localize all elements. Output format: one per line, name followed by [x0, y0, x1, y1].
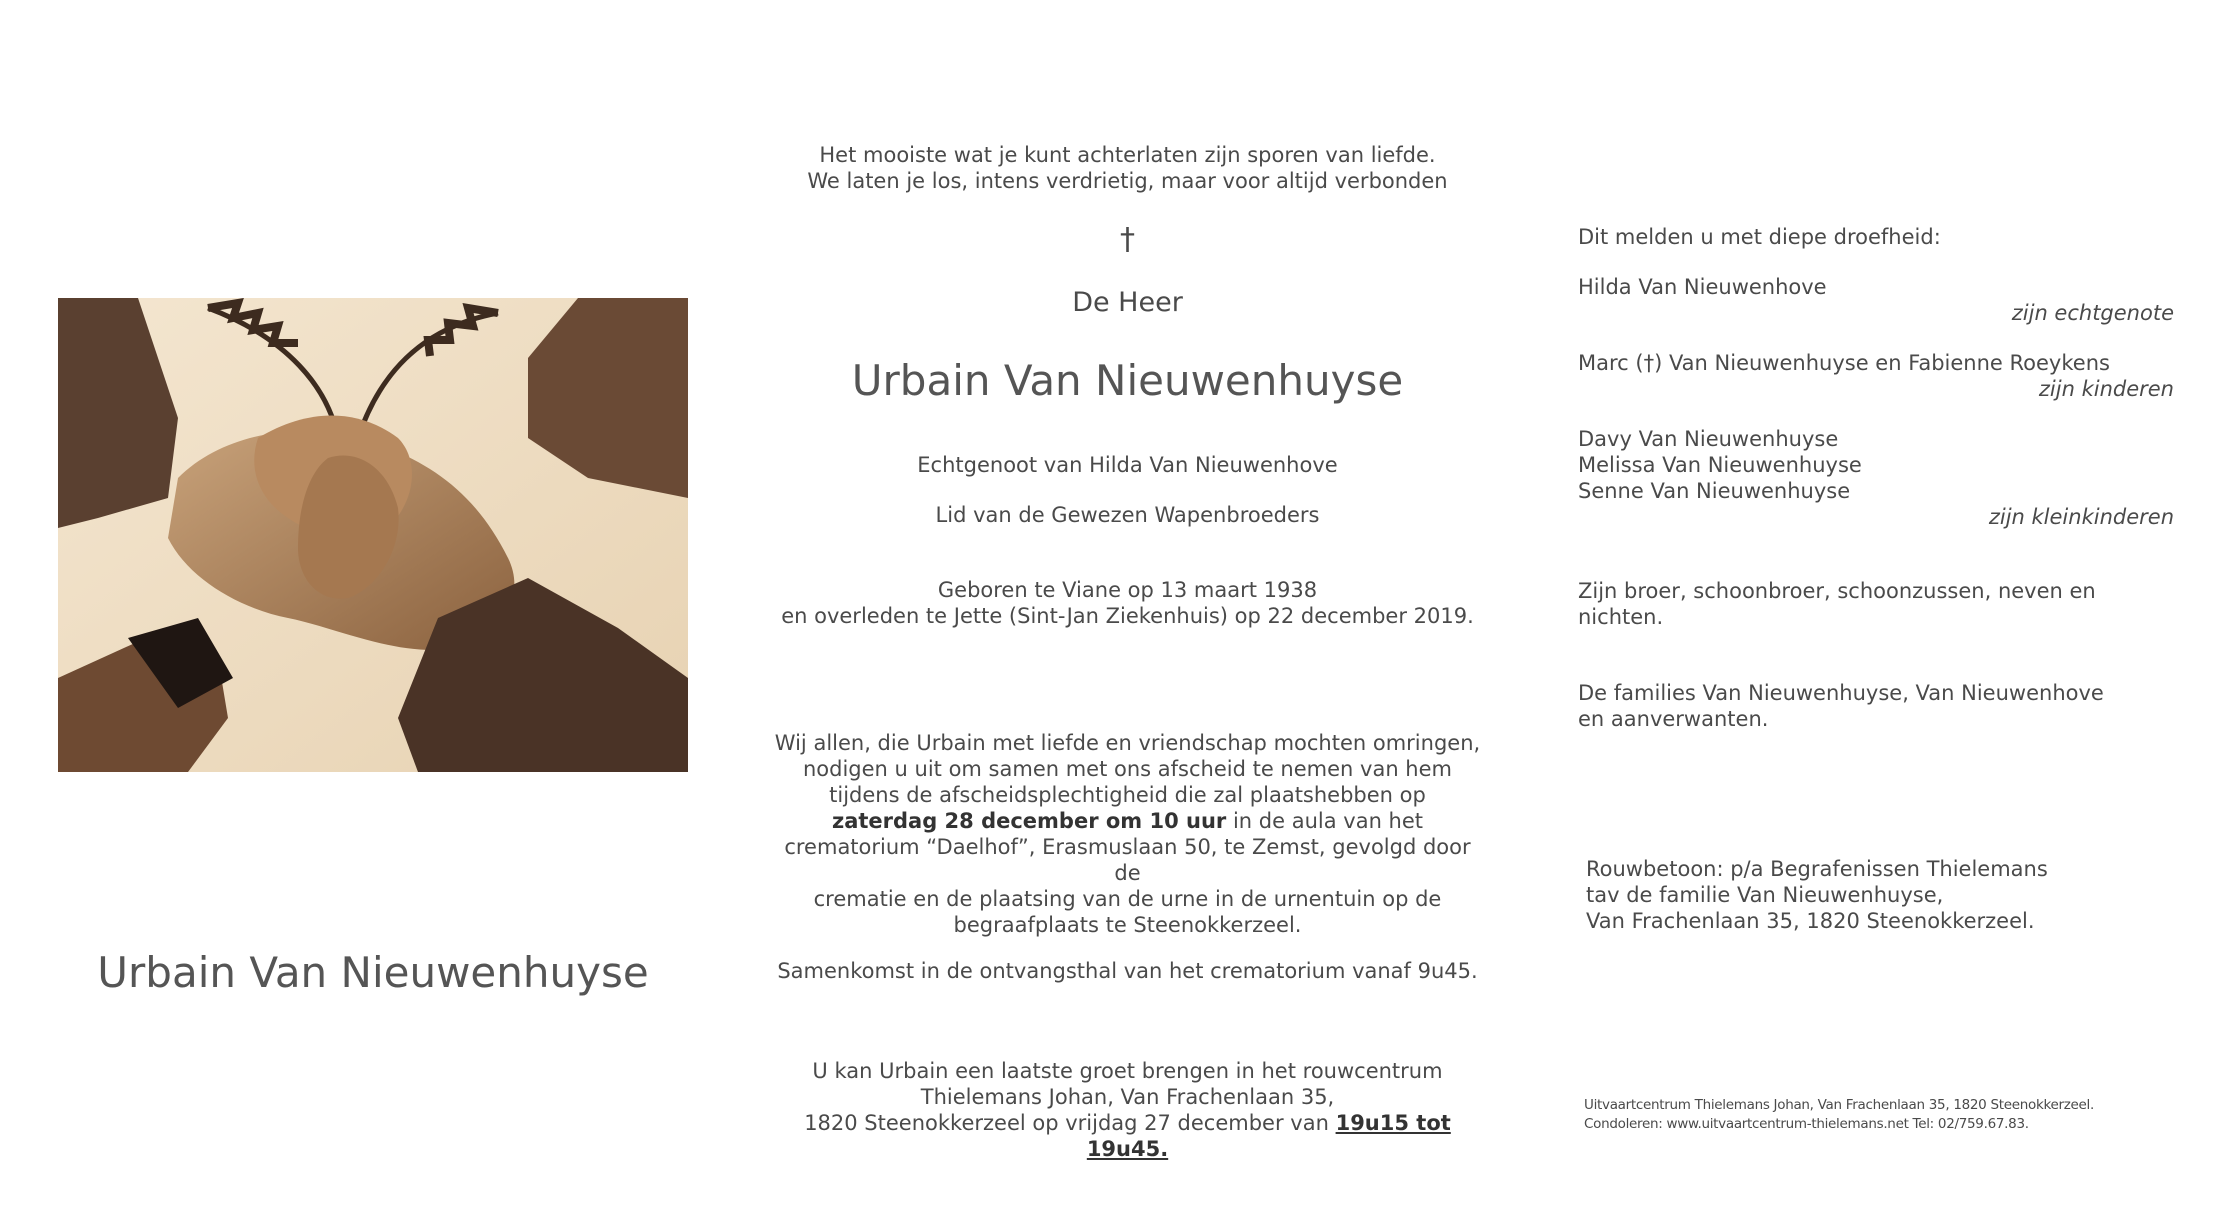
deceased-name-side: Urbain Van Nieuwenhuyse	[97, 948, 649, 997]
deceased-name: Urbain Van Nieuwenhuyse	[851, 356, 1404, 405]
address-line: Rouwbetoon: p/a Begrafenissen Thielemans	[1586, 857, 2048, 881]
meeting-info: Samenkomst in de ontvangsthal van het crematorium vanaf 9u45.	[777, 959, 1478, 983]
invite-line: tijdens de afscheidsplechtigheid die zal plaatshebben op	[829, 783, 1426, 807]
footer-line: Condoleren: www.uitvaartcentrum-thielemans.net Tel: 02/759.67.83.	[1584, 1116, 2029, 1132]
families-line: De families Van Nieuwenhuyse, Van Nieuwenhove	[1578, 681, 2104, 705]
birth-line: Geboren te Viane op 13 maart 1938	[937, 578, 1318, 602]
spouse-role: zijn echtgenote	[2011, 301, 2174, 325]
visit-line	[770, 1110, 1485, 1162]
address-line: tav de familie Van Nieuwenhuyse,	[1586, 883, 1944, 907]
hands-image	[58, 298, 688, 772]
grandchildren-role: zijn kleinkinderen	[1988, 505, 2174, 529]
quote-line-1: Het mooiste wat je kunt achterlaten zijn sporen van liefde.	[819, 143, 1436, 167]
invite-line: nodigen u uit om samen met ons afscheid te nemen van hem	[802, 757, 1452, 781]
death-line: en overleden te Jette (Sint-Jan Ziekenhuis) op 22 december 2019.	[781, 604, 1474, 628]
cross-symbol: †	[1120, 222, 1135, 257]
footer-line: Uitvaartcentrum Thielemans Johan, Van Frachenlaan 35, 1820 Steenokkerzeel.	[1584, 1097, 2095, 1113]
grandchild-name: Melissa Van Nieuwenhuyse	[1578, 453, 1862, 477]
families-block	[1578, 680, 2174, 732]
grandchildren-block	[1578, 426, 2174, 530]
children-role: zijn kinderen	[2038, 377, 2174, 401]
membership-line: Lid van de Gewezen Wapenbroeders	[935, 503, 1320, 527]
announcement-intro: Dit melden u met diepe droefheid:	[1578, 225, 1941, 249]
birth-death-info	[770, 577, 1485, 629]
visitation-info	[770, 1058, 1485, 1162]
invite-line: crematorium “Daelhof”, Erasmuslaan 50, te Zemst, gevolgd door de	[784, 835, 1471, 885]
ceremony-invitation	[770, 730, 1485, 938]
invite-line-rest: in de aula van het	[1226, 809, 1424, 833]
quote	[770, 142, 1485, 194]
children-block	[1578, 350, 2174, 402]
grandchild-name: Senne Van Nieuwenhuyse	[1578, 479, 1851, 503]
invite-line: Wij allen, die Urbain met liefde en vriendschap mochten omringen,	[774, 731, 1481, 755]
visit-line-start: 1820 Steenokkerzeel op vrijdag 27 december van	[804, 1111, 1336, 1135]
funeral-home-footer	[1584, 1096, 2184, 1134]
mourning-address	[1586, 856, 2146, 934]
address-line: Van Frachenlaan 35, 1820 Steenokkerzeel.	[1586, 909, 2035, 933]
spouse-name: Hilda Van Nieuwenhove	[1578, 275, 1827, 299]
visit-line: Thielemans Johan, Van Frachenlaan 35,	[920, 1085, 1335, 1109]
ceremony-date: zaterdag 28 december om 10 uur	[831, 809, 1227, 833]
families-line: en aanverwanten.	[1578, 707, 1769, 731]
spouse-line: Echtgenoot van Hilda Van Nieuwenhove	[917, 453, 1338, 477]
visit-line: U kan Urbain een laatste groet brengen in het rouwcentrum	[812, 1059, 1443, 1083]
grandchild-name: Davy Van Nieuwenhuyse	[1578, 427, 1839, 451]
invite-line: crematie en de plaatsing van de urne in de urnentuin op de	[813, 887, 1442, 911]
visit-time: 19u15 tot 19u45.	[1086, 1111, 1451, 1161]
children-names: Marc (†) Van Nieuwenhuyse en Fabienne Roeykens	[1578, 351, 2110, 375]
invite-line: begraafplaats te Steenokkerzeel.	[953, 913, 1302, 937]
title-de-heer: De Heer	[1072, 287, 1183, 318]
spouse-block	[1578, 274, 2174, 326]
invite-line	[770, 808, 1485, 834]
memorial-photo	[58, 298, 688, 772]
quote-line-2: We laten je los, intens verdrietig, maar voor altijd verbonden	[807, 169, 1448, 193]
siblings-line: Zijn broer, schoonbroer, schoonzussen, neven en nichten.	[1578, 579, 2096, 629]
